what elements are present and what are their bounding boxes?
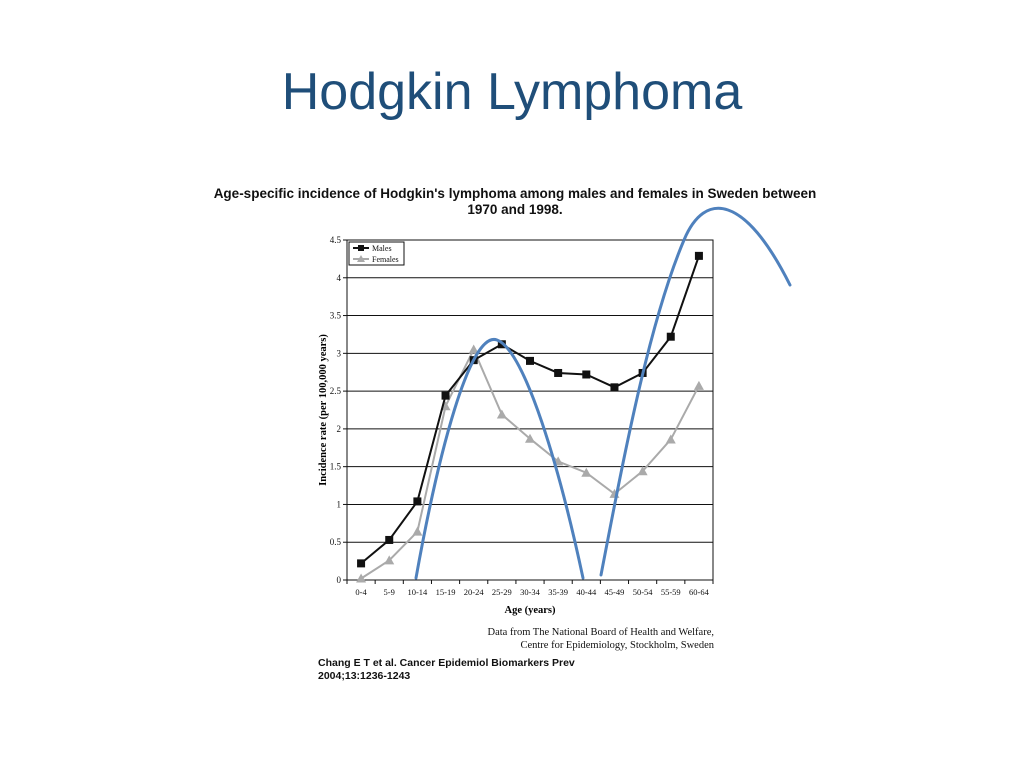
x-tick-label: 45-49 (604, 587, 625, 597)
legend (349, 242, 404, 265)
data-point-females (666, 434, 676, 443)
series-line-females (361, 350, 699, 579)
x-tick-label: 30-34 (520, 587, 540, 597)
hand-drawn-annotation (416, 208, 790, 578)
y-tick-label: 4 (336, 272, 341, 283)
plot-frame (347, 240, 713, 580)
x-tick-label: 25-29 (491, 587, 512, 597)
x-tick-label: 5-9 (383, 587, 395, 597)
citation-line-2: 2004;13:1236-1243 (318, 670, 411, 682)
legend-label-females: Females (372, 255, 399, 264)
source-line-2: Centre for Epidemiology, Stockholm, Sweden (520, 640, 714, 651)
y-tick-label: 2 (336, 423, 341, 434)
series-line-males (361, 256, 699, 564)
data-point-males (357, 559, 365, 567)
data-point-females (412, 527, 422, 536)
data-point-males (526, 357, 534, 365)
data-point-males (695, 252, 703, 260)
x-tick-label: 0-4 (355, 587, 367, 597)
data-point-males (610, 383, 618, 391)
y-tick-label: 2.5 (329, 386, 341, 397)
x-tick-label: 40-44 (576, 587, 597, 597)
x-tick-labels (355, 587, 709, 597)
data-point-females (356, 573, 366, 582)
legend-label-males: Males (372, 244, 392, 253)
y-tick-label: 0 (336, 575, 341, 585)
y-tick-label: 1.5 (329, 461, 341, 472)
y-tick-label: 3.5 (329, 310, 341, 321)
grid-lines (347, 240, 713, 580)
x-tick-label: 15-19 (435, 587, 456, 597)
data-point-males (667, 333, 675, 341)
data-point-females (497, 410, 507, 419)
data-source-note (488, 626, 714, 652)
chart-title-line-2: 1970 and 1998. (467, 202, 563, 217)
data-point-males (413, 497, 421, 505)
slide-title: Hodgkin Lymphoma (281, 63, 743, 121)
chart-title-line-1: Age-specific incidence of Hodgkin's lymphoma among males and females in Sweden between (213, 186, 817, 201)
x-tick-label: 50-54 (632, 587, 653, 597)
x-tick-label: 35-39 (548, 587, 569, 597)
y-tick-label: 3 (336, 348, 341, 359)
data-point-males (385, 536, 393, 544)
source-line-1: Data from The National Board of Health and Welfare, (487, 627, 714, 638)
citation (318, 657, 575, 683)
x-tick-label: 60-64 (689, 587, 709, 597)
data-point-males (554, 369, 562, 377)
y-axis-label: Incidence rate (per 100,000 years) (318, 334, 329, 486)
legend-marker-males (358, 245, 364, 251)
series-lines (356, 252, 704, 583)
y-tick-label: 0.5 (329, 537, 341, 548)
y-tick-label: 1 (336, 499, 341, 510)
citation-line-1: Chang E T et al. Cancer Epidemiol Biomarkers Prev (318, 657, 575, 669)
data-point-males (582, 370, 590, 378)
axes (343, 240, 713, 584)
x-axis-label: Age (years) (504, 605, 556, 616)
y-tick-labels (330, 235, 342, 585)
y-tick-label: 4.5 (329, 235, 341, 245)
x-tick-label: 10-14 (407, 587, 428, 597)
data-point-females (694, 381, 704, 390)
x-tick-label: 20-24 (463, 587, 484, 597)
data-point-males (442, 392, 450, 400)
x-tick-label: 55-59 (660, 587, 681, 597)
